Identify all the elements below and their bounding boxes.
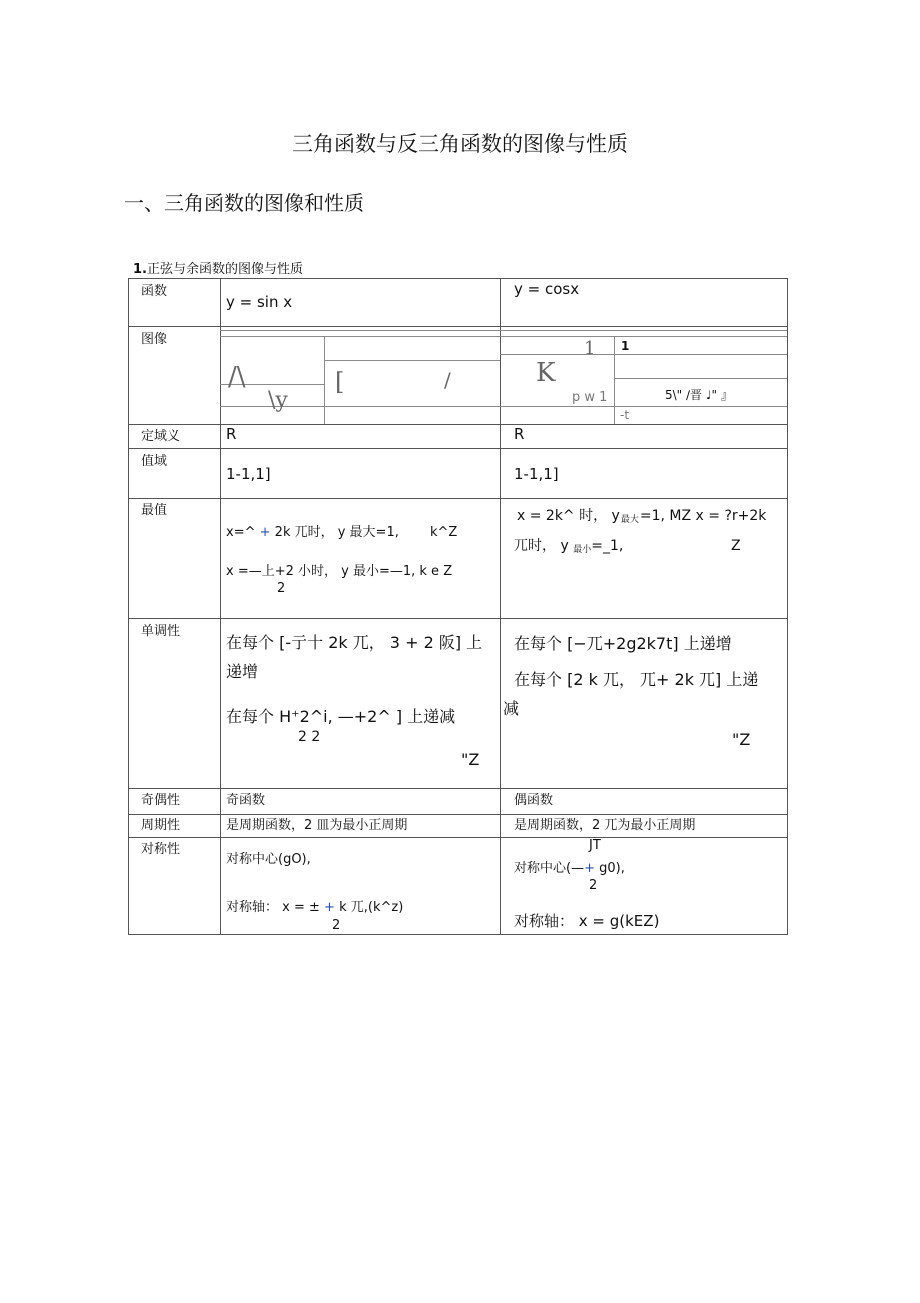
sin-center: 对称中心(gO), [226, 852, 311, 867]
row-label-domain: 定域义 [141, 429, 181, 444]
table-rule [128, 498, 788, 499]
graph-rule [220, 406, 500, 407]
row-label-parity: 奇偶性 [141, 793, 181, 808]
cos-axis: 对称轴： x = g(kEZ) [514, 912, 660, 930]
sin-decreasing-denominators: 2 2 [298, 729, 321, 745]
sin-graph-fragment: \y [268, 388, 288, 413]
row-label-extreme: 最值 [141, 503, 168, 518]
sin-graph-fragment: /\ [228, 362, 246, 392]
section-heading: 一、三角函数的图像和性质 [124, 191, 364, 215]
sin-parity: 奇函数 [226, 793, 266, 808]
row-label-period: 周期性 [141, 818, 181, 833]
cos-mono-set: "Z [732, 730, 751, 749]
table-rule [128, 837, 788, 838]
graph-rule [500, 336, 787, 337]
sin-axis: 对称轴： x = ± + k 兀,(k^z) [226, 900, 404, 915]
graph-rule [220, 336, 500, 337]
cos-domain: R [514, 425, 525, 443]
table-caption [133, 258, 303, 277]
cos-graph-fragment: K [536, 358, 556, 388]
table-rule [128, 326, 788, 327]
row-label-graph: 图像 [141, 332, 168, 347]
cos-graph-number: 1 [621, 339, 630, 353]
cos-max: x = 2k^ 时， y最大=1, MZ x = ?r+2k [517, 508, 767, 525]
cos-graph-fragment: 1 [584, 338, 596, 359]
cos-decreasing: 在每个 [2 k 兀， 兀+ 2k 兀] 上递 [514, 670, 759, 689]
graph-rule [500, 354, 787, 355]
cos-center: 对称中心(—+ g0), [514, 861, 625, 876]
cos-function: y = cosx [514, 280, 580, 298]
graph-rule [614, 336, 615, 424]
graph-rule [324, 360, 500, 361]
cos-period: 是周期函数，2 兀为最小正周期 [514, 818, 696, 833]
sin-min: x =—上+2 小时， y 最小=—1, k e Z [226, 564, 453, 579]
row-label-monotonic: 单调性 [141, 624, 181, 639]
sin-graph-fragment: [ [335, 368, 345, 396]
sin-increasing: 在每个 [-亍十 2k 兀， 3 + 2 阪] 上 [226, 633, 483, 652]
sin-axis-denominator: 2 [332, 918, 341, 933]
caption-number: 1. [133, 262, 147, 277]
row-label-range: 值域 [141, 454, 168, 469]
sin-range: 1-1,1] [226, 465, 271, 483]
sin-mono-set: "Z [461, 750, 480, 769]
table-rule [128, 618, 788, 619]
page-title: 三角函数与反三角函数的图像与性质 [292, 132, 628, 156]
graph-rule [220, 330, 787, 331]
cos-decreasing-cont: 减 [503, 699, 520, 718]
cos-parity: 偶函数 [514, 793, 554, 808]
table-rule [787, 278, 788, 935]
cos-center-numerator: JT [589, 838, 601, 853]
table-rule [128, 448, 788, 449]
table-rule [220, 278, 221, 935]
sin-max-set: k^Z [430, 525, 458, 540]
table-rule [128, 934, 788, 935]
cos-range: 1-1,1] [514, 465, 559, 483]
sin-decreasing: 在每个 H⁺2^i, —+2^ ] 上递减 [226, 707, 456, 726]
table-rule [128, 278, 129, 935]
cos-graph-label: p w 1 [572, 390, 608, 405]
table-rule [500, 278, 501, 935]
cos-min-set: Z [731, 538, 741, 554]
sin-domain: R [226, 425, 237, 443]
sin-function: y = sin x [226, 293, 293, 311]
row-label-function: 函数 [141, 284, 168, 299]
sin-graph-fragment: / [444, 368, 451, 392]
graph-rule [324, 336, 325, 424]
cos-graph-label: -t [620, 408, 630, 422]
table-rule [128, 788, 788, 789]
row-label-symmetry: 对称性 [141, 842, 181, 857]
graph-rule [500, 406, 787, 407]
cos-min: 兀时， y 最小=_1, [514, 538, 624, 555]
graph-rule [614, 378, 787, 379]
sin-increasing-cont: 递增 [226, 662, 259, 681]
table-rule [128, 814, 788, 815]
sin-max: x=^ + 2k 兀时， y 最大=1, [226, 525, 399, 540]
cos-increasing: 在每个 [−兀+2g2k7t] 上递增 [514, 634, 732, 653]
sin-period: 是周期函数，2 皿为最小正周期 [226, 818, 408, 833]
table-rule [128, 278, 788, 279]
sin-min-denominator: 2 [277, 581, 286, 596]
caption-text: 正弦与余函数的图像与性质 [146, 262, 303, 277]
properties-table [128, 278, 788, 935]
cos-center-denominator: 2 [589, 878, 598, 893]
cos-graph-label: 5\" ∕晋 ♩" 』 [665, 388, 733, 402]
